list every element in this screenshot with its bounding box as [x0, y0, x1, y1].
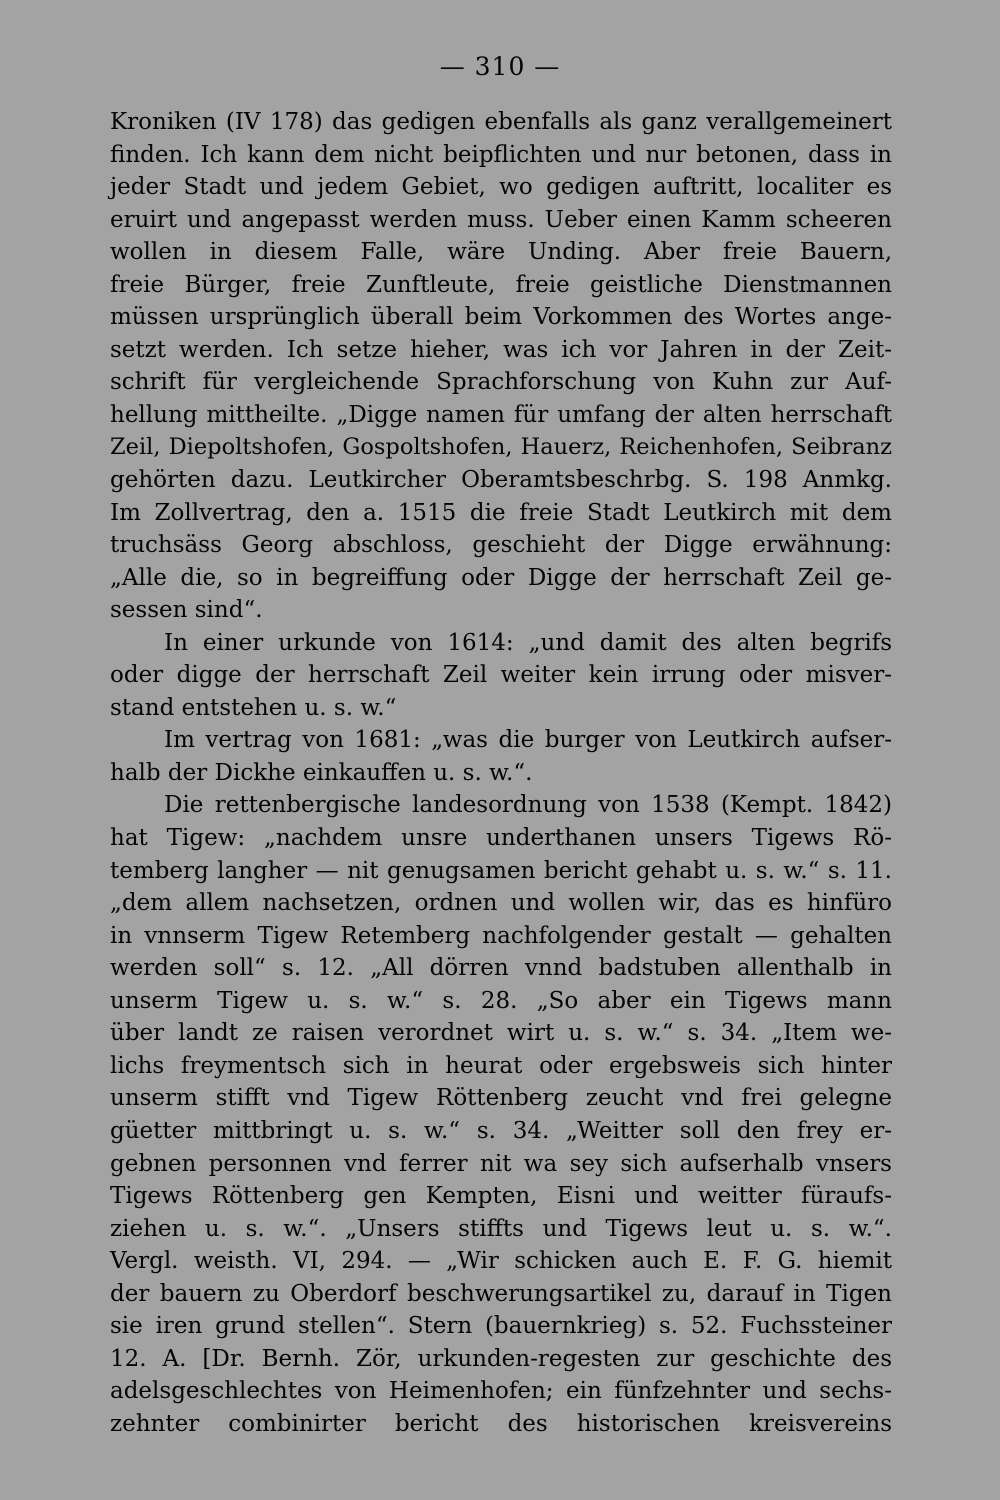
text-line: schrift für vergleichende Sprachforschung von Kuhn zur Auf-: [110, 369, 892, 396]
text-line: Tigews Röttenberg gen Kempten, Eisni und weitter füraufs-: [110, 1183, 892, 1210]
text-line: 12. A. [Dr. Bernh. Zör, urkunden-regesten zur geschichte des: [110, 1345, 892, 1372]
text-line: Kroniken (IV 178) das gedigen ebenfalls als ganz verallgemeinert: [110, 109, 892, 135]
text-line: unserm stifft vnd Tigew Röttenberg zeucht vnd frei gelegne: [110, 1085, 892, 1112]
text-line: eruirt und angepasst werden muss. Ueber einen Kamm scheeren: [110, 206, 892, 233]
text-line: halb der Dickhe einkauffen u. s. w.“.: [110, 759, 533, 786]
text-line: gebnen personnen vnd ferrer nit wa sey sich aufserhalb vnsers: [110, 1150, 892, 1177]
text-line: ziehen u. s. w.“. „Unsers stiffts und Tigews leut u. s. w.“.: [110, 1215, 892, 1242]
text-line: Vergl. weisth. VI, 294. — „Wir schicken auch E. F. G. hiemit: [110, 1248, 892, 1275]
text-line: hat Tigew: „nachdem unsre underthanen unsers Tigews Rö-: [110, 825, 892, 852]
text-line: In einer urkunde von 1614: „und damit des alten begrifs: [164, 629, 892, 656]
text-line: zehnter combinirter bericht des historischen kreisvereins: [110, 1410, 892, 1437]
body-text: [110, 106, 892, 1440]
text-line: Zeil, Diepoltshofen, Gospoltshofen, Hauerz, Reichenhofen, Seibranz: [110, 434, 892, 461]
text-line: wollen in diesem Falle, wäre Unding. Aber freie Bauern,: [110, 239, 892, 266]
text-line: „dem allem nachsetzen, ordnen und wollen wir, das es hinfüro: [110, 890, 892, 917]
text-line: der bauern zu Oberdorf beschwerungsartikel zu, darauf in Tigen: [110, 1280, 892, 1307]
text-line: oder digge der herrschaft Zeil weiter kein irrung oder misver-: [110, 662, 892, 689]
text-line: über landt ze raisen verordnet wirt u. s. w.“ s. 34. „Item we-: [110, 1020, 892, 1047]
text-line: jeder Stadt und jedem Gebiet, wo gedigen auftritt, localiter es: [110, 174, 892, 201]
text-line: sie iren grund stellen“. Stern (bauernkrieg) s. 52. Fuchssteiner: [110, 1313, 892, 1340]
text-line: sessen sind“.: [110, 597, 263, 624]
text-line: setzt werden. Ich setze hieher, was ich vor Jahren in der Zeit-: [110, 336, 892, 363]
text-line: müssen ursprünglich überall beim Vorkommen des Wortes ange-: [110, 304, 892, 331]
text-line: werden soll“ s. 12. „All dörren vnnd badstuben allenthalb in: [110, 955, 892, 982]
text-line: stand entstehen u. s. w.“: [110, 694, 397, 721]
text-line: Im vertrag von 1681: „was die burger von Leutkirch aufser-: [164, 727, 892, 754]
text-line: Im Zollvertrag, den a. 1515 die freie Stadt Leutkirch mit dem: [110, 499, 892, 526]
text-line: „Alle die, so in begreiffung oder Digge der herrschaft Zeil ge-: [110, 564, 892, 591]
text-line: lichs freymentsch sich in heurat oder ergebsweis sich hinter: [110, 1052, 892, 1079]
text-line: finden. Ich kann dem nicht beipflichten und nur betonen, dass in: [110, 141, 892, 168]
text-line: gehörten dazu. Leutkircher Oberamtsbeschrbg. S. 198 Anmkg.: [110, 467, 892, 494]
text-line: in vnnserm Tigew Retemberg nachfolgender gestalt — gehalten: [110, 922, 892, 949]
text-line: unserm Tigew u. s. w.“ s. 28. „So aber ein Tigews mann: [110, 987, 892, 1014]
text-line: hellung mittheilte. „Digge namen für umfang der alten herrschaft: [110, 401, 892, 428]
text-line: temberg langher — nit genugsamen bericht gehabt u. s. w.“ s. 11.: [110, 857, 892, 884]
text-line: Die rettenbergische landesordnung von 1538 (Kempt. 1842): [164, 792, 892, 819]
page-number: — 310 —: [439, 52, 561, 81]
text-line: güetter mittbringt u. s. w.“ s. 34. „Weitter soll den frey er-: [110, 1117, 892, 1144]
text-line: freie Bürger, freie Zunftleute, freie geistliche Dienstmannen: [110, 271, 892, 298]
text-line: adelsgeschlechtes von Heimenhofen; ein fünfzehnter und sechs-: [110, 1378, 892, 1405]
text-line: truchsäss Georg abschloss, geschieht der Digge erwähnung:: [110, 532, 892, 559]
